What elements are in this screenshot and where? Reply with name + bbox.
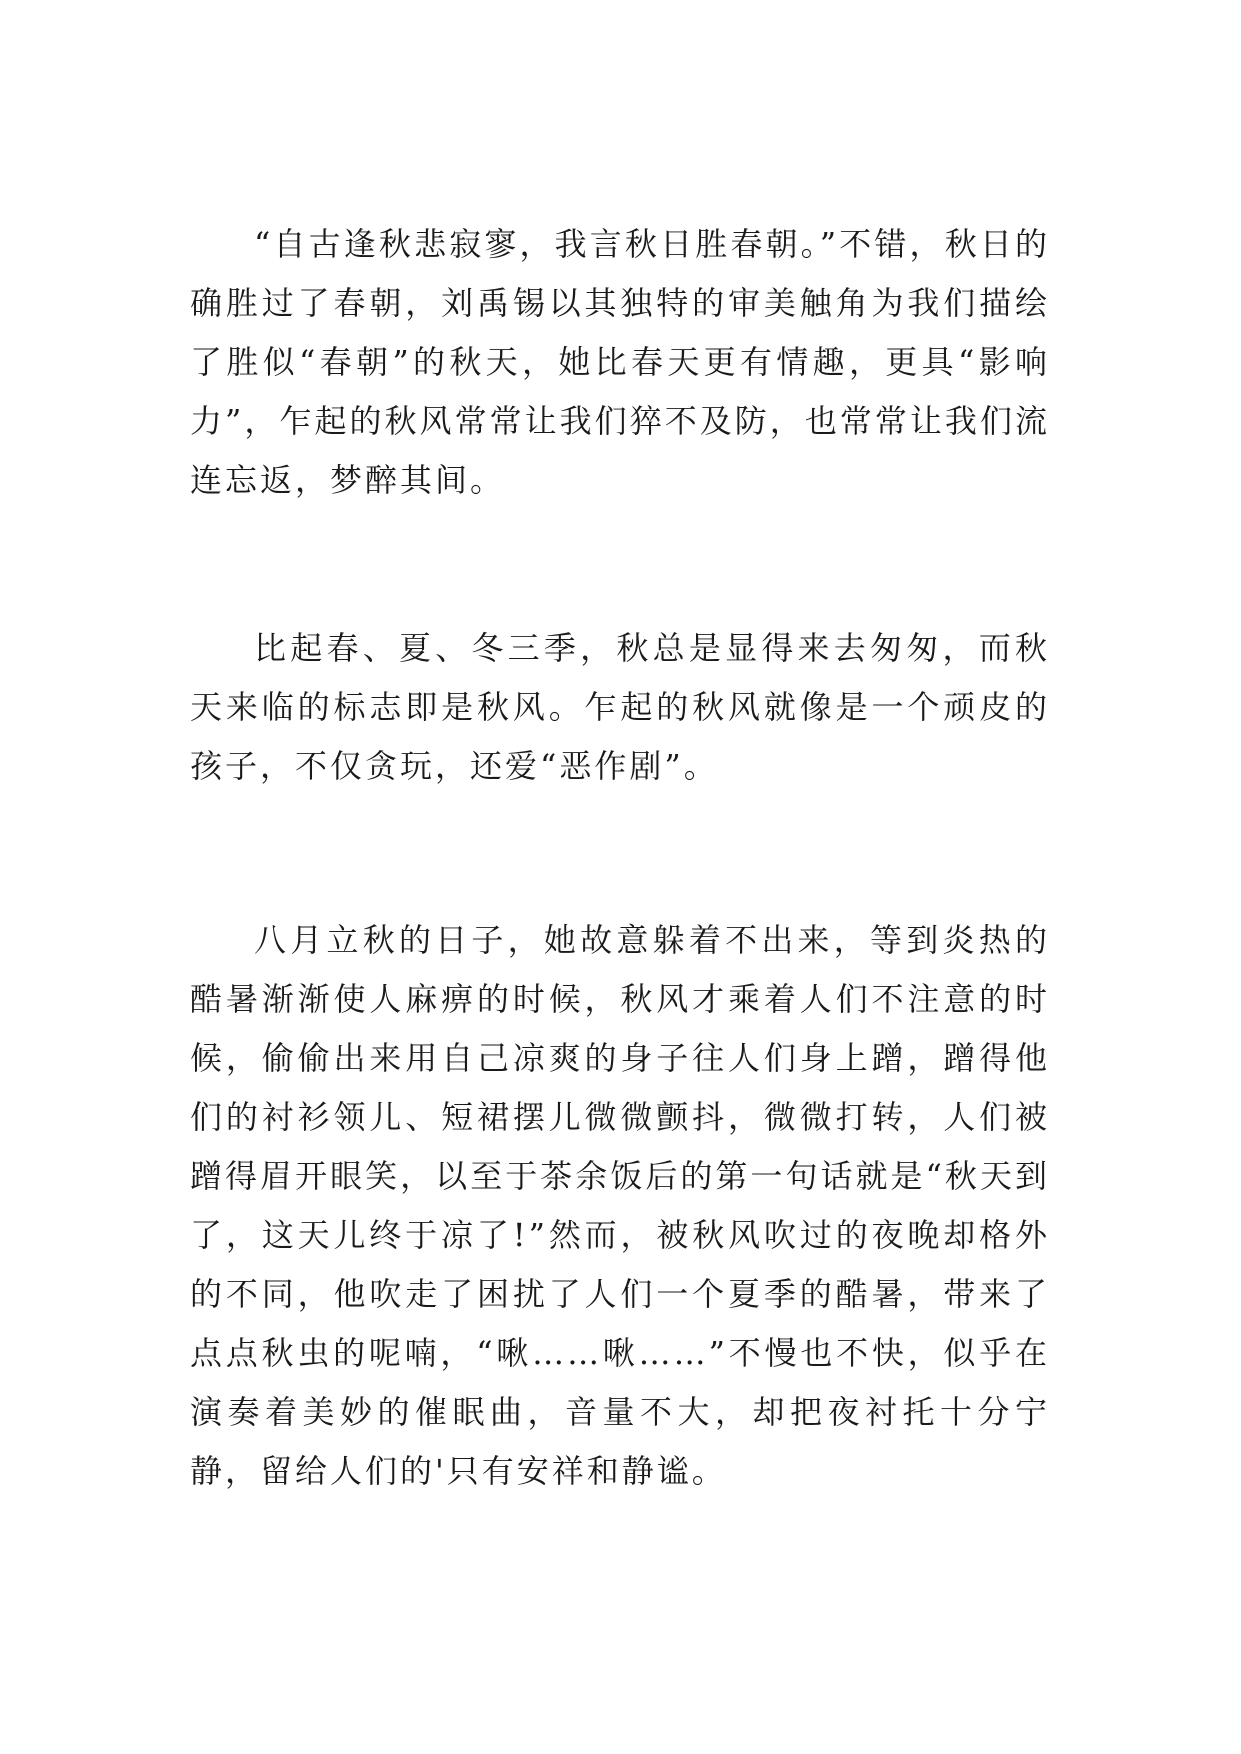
- paragraph-autumn-night: 八月立秋的日子，她故意躲着不出来，等到炎热的酷暑渐渐使人麻痹的时候，秋风才乘着人们不注意的时候，偷偷出来用自己凉爽的身子往人们身上蹭，蹭得他们的衬衫领儿、短裙摆儿微微颤抖，微微打转，人们被蹭得眉开眼笑，以至于茶余饭后的第一句话就是“秋天到了，这天儿终于凉了!”然而，被秋风吹过的夜晚却格外的不同，他吹走了困扰了人们一个夏季的酷暑，带来了点点秋虫的呢喃，“啾……啾……”不慢也不快，似乎在演奏着美妙的催眠曲，音量不大，却把夜衬托十分宁静，留给人们的'只有安祥和静谧。: [190, 921, 1050, 1490]
- paragraph-autumn-wind: 比起春、夏、冬三季，秋总是显得来去匆匆，而秋天来临的标志即是秋风。乍起的秋风就像是一个顽皮的孩子，不仅贪玩，还爱“恶作剧”。: [190, 629, 1050, 785]
- paragraph-autumn-intro: “自古逢秋悲寂寥，我言秋日胜春朝。”不错，秋日的确胜过了春朝，刘禹锡以其独特的审美触角为我们描绘了胜似“春朝”的秋天，她比春天更有情趣，更具“影响力”，乍起的秋风常常让我们猝不及防，也常常让我们流连忘返，梦醉其间。: [190, 225, 1050, 499]
